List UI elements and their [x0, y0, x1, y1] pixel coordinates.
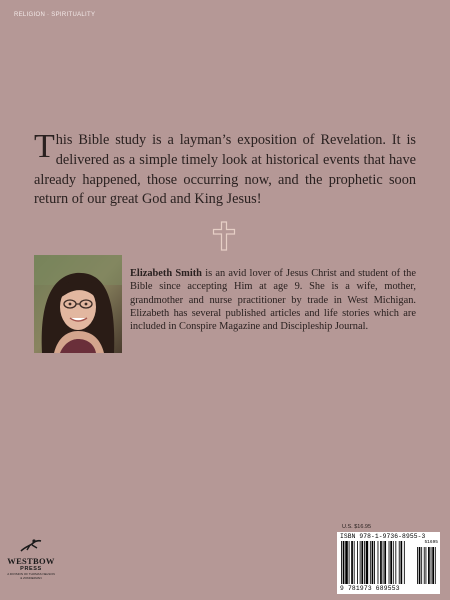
barcode-digits: 9 781973 689553 [340, 585, 400, 592]
author-photo [34, 255, 122, 353]
barcode [337, 532, 440, 594]
back-cover-blurb [34, 128, 416, 210]
publisher-sub: PRESS [20, 566, 42, 572]
author-portrait-image [34, 255, 122, 353]
category-label: RELIGION · SPIRITUALITY [14, 12, 96, 18]
author-bio [130, 267, 416, 333]
author-name: Elizabeth Smith [130, 268, 202, 279]
blurb-text: his Bible study is a layman’s exposition of Revelation. It is delivered as a simple timely look at historical events that have already happened, those occurring now, and the prophetic soon return of our great God and King Jesus! [34, 132, 416, 208]
isbn-text: ISBN 978-1-9736-8955-3 [340, 533, 426, 540]
barcode-bars-icon [337, 541, 440, 585]
jumping-figure-icon [18, 538, 44, 554]
author-bio-text: is an avid lover of Jesus Christ and student of the Bible since accepting Him at age 9. She is a wife, mother, grandmother and nurse practitioner by trade in West Michigan. Elizabeth has several published articles and life stories which are included in Conspire Magazine and Discipleship Journal. [130, 268, 416, 333]
cross-icon [212, 221, 236, 251]
drop-cap: T [34, 128, 55, 165]
publisher-logo [6, 538, 56, 580]
publisher-name: WESTBOW [7, 556, 55, 566]
price-code: 51695 [424, 540, 438, 545]
price-label: U.S. $16.95 [342, 524, 372, 530]
publisher-tagline: A DIVISION OF THOMAS NELSON & ZONDERVAN [7, 572, 55, 580]
